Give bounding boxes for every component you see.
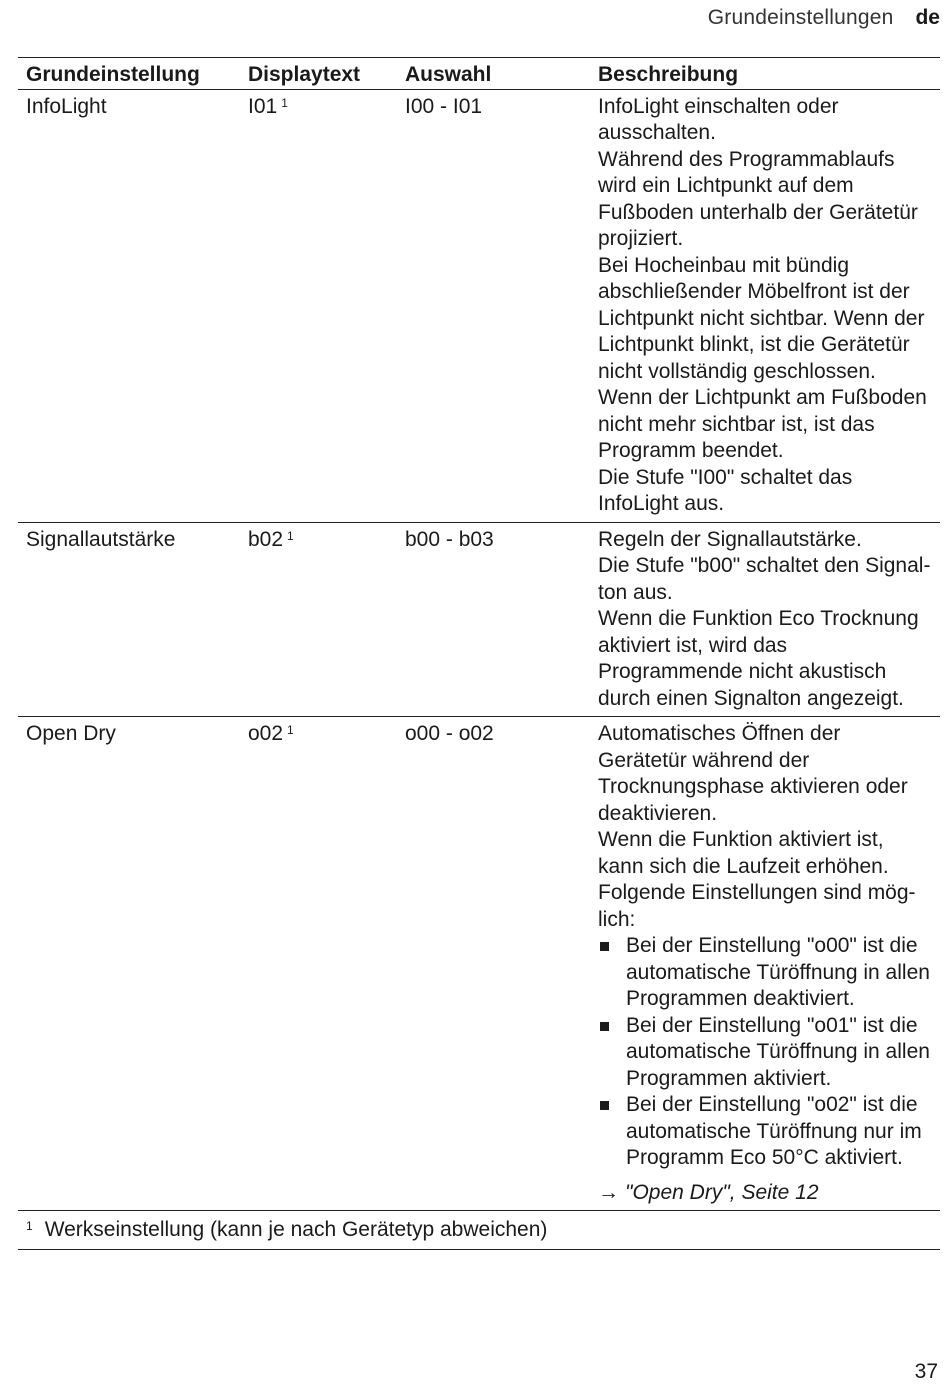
cross-reference-text: "Open Dry", Seite 12 bbox=[625, 1180, 819, 1204]
page-number: 37 bbox=[914, 1360, 938, 1383]
square-bullet-icon bbox=[600, 1101, 609, 1110]
description-line: Die Stufe "I00" schaltet das InfoLight aus. bbox=[598, 465, 853, 515]
footnote-mark: 1 bbox=[26, 1219, 33, 1233]
option-item bbox=[598, 1092, 934, 1172]
footnote-mark: 1 bbox=[287, 723, 294, 737]
square-bullet-icon bbox=[600, 1022, 609, 1031]
description-line: Wenn die Funktion Eco Trocknung aktiviert ist, wird das Programmende nicht akustisch durch einen Signalton angezeigt. bbox=[598, 607, 919, 710]
description-line: Automatisches Öffnen der Gerätetür während der Trocknungsphase aktivieren oder deaktivieren. bbox=[598, 722, 908, 825]
footnote-mark: 1 bbox=[281, 95, 288, 110]
display-text: I01 bbox=[248, 94, 278, 118]
column-header-range: Auswahl bbox=[397, 58, 590, 90]
description-cell bbox=[590, 522, 940, 717]
range-value: I00 - I01 bbox=[397, 89, 590, 522]
table-footnote bbox=[18, 1211, 940, 1250]
column-header-setting: Grundeinstellung bbox=[18, 58, 240, 90]
description-line: InfoLight einschalten oder ausschalten. bbox=[598, 94, 839, 144]
settings-table-container bbox=[18, 57, 940, 1250]
setting-name: InfoLight bbox=[18, 89, 240, 522]
language-code: de bbox=[915, 6, 940, 29]
settings-table bbox=[18, 57, 940, 1211]
description-line: Während des Programmablaufs wird ein Lichtpunkt auf dem Fußboden unterhalb der Gerätetür projiziert. bbox=[598, 147, 918, 250]
description-line: Die Stufe "b00" schaltet den Signalton aus. bbox=[598, 554, 931, 604]
footnote-text: Werkseinstellung (kann je nach Gerätetyp abweichen) bbox=[44, 1218, 548, 1241]
description-cell bbox=[590, 717, 940, 1211]
description-line: Bei Hocheinbau mit bündig abschließender Möbelfront ist der Lichtpunkt nicht sichtbar. Wenn der Lichtpunkt blinkt, ist die Gerätetür nicht vollständig geschlossen. Wenn der Lichtpunkt am Fußboden nicht mehr sichtbar ist, ist das Programm beendet. bbox=[598, 253, 927, 462]
option-item bbox=[598, 933, 934, 1013]
description-line: Regeln der Signallautstärke. bbox=[598, 527, 862, 551]
table-header-row bbox=[18, 58, 940, 90]
option-item bbox=[598, 1013, 934, 1093]
range-value: o00 - o02 bbox=[397, 717, 590, 1211]
description-line: Wenn die Funktion aktiviert ist, kann sich die Laufzeit erhöhen. bbox=[598, 828, 889, 878]
option-text: Bei der Einstellung "o01" ist die automatische Türöffnung in allen Programmen aktiviert. bbox=[626, 1013, 930, 1090]
column-header-display: Displaytext bbox=[240, 58, 397, 90]
display-text: b02 bbox=[248, 527, 284, 551]
page-header bbox=[708, 6, 940, 30]
range-value: b00 - b03 bbox=[397, 522, 590, 717]
arrow-right-icon: → bbox=[598, 1180, 619, 1204]
setting-name: Signallautstärke bbox=[18, 522, 240, 717]
cross-reference-link[interactable] bbox=[598, 1180, 934, 1207]
table-row bbox=[18, 717, 940, 1211]
column-header-description: Beschreibung bbox=[590, 58, 940, 90]
option-text: Bei der Einstellung "o02" ist die automatische Türöffnung nur im Programm Eco 50°C aktiviert. bbox=[626, 1093, 922, 1169]
setting-name: Open Dry bbox=[18, 717, 240, 1211]
display-text-cell bbox=[240, 89, 397, 522]
display-text: o02 bbox=[248, 722, 284, 745]
section-title: Grundeinstellungen bbox=[707, 6, 894, 29]
table-row bbox=[18, 89, 940, 522]
option-text: Bei der Einstellung "o00" ist die automatische Türöffnung in allen Programmen deaktiviert. bbox=[626, 934, 930, 1010]
footnote-mark: 1 bbox=[287, 528, 294, 543]
display-text-cell bbox=[240, 522, 397, 717]
description-line: Folgende Einstellungen sind möglich: bbox=[598, 881, 916, 931]
description-cell bbox=[590, 89, 940, 522]
square-bullet-icon bbox=[600, 942, 609, 951]
option-list bbox=[598, 933, 934, 1172]
display-text-cell bbox=[240, 717, 397, 1211]
table-row bbox=[18, 522, 940, 717]
